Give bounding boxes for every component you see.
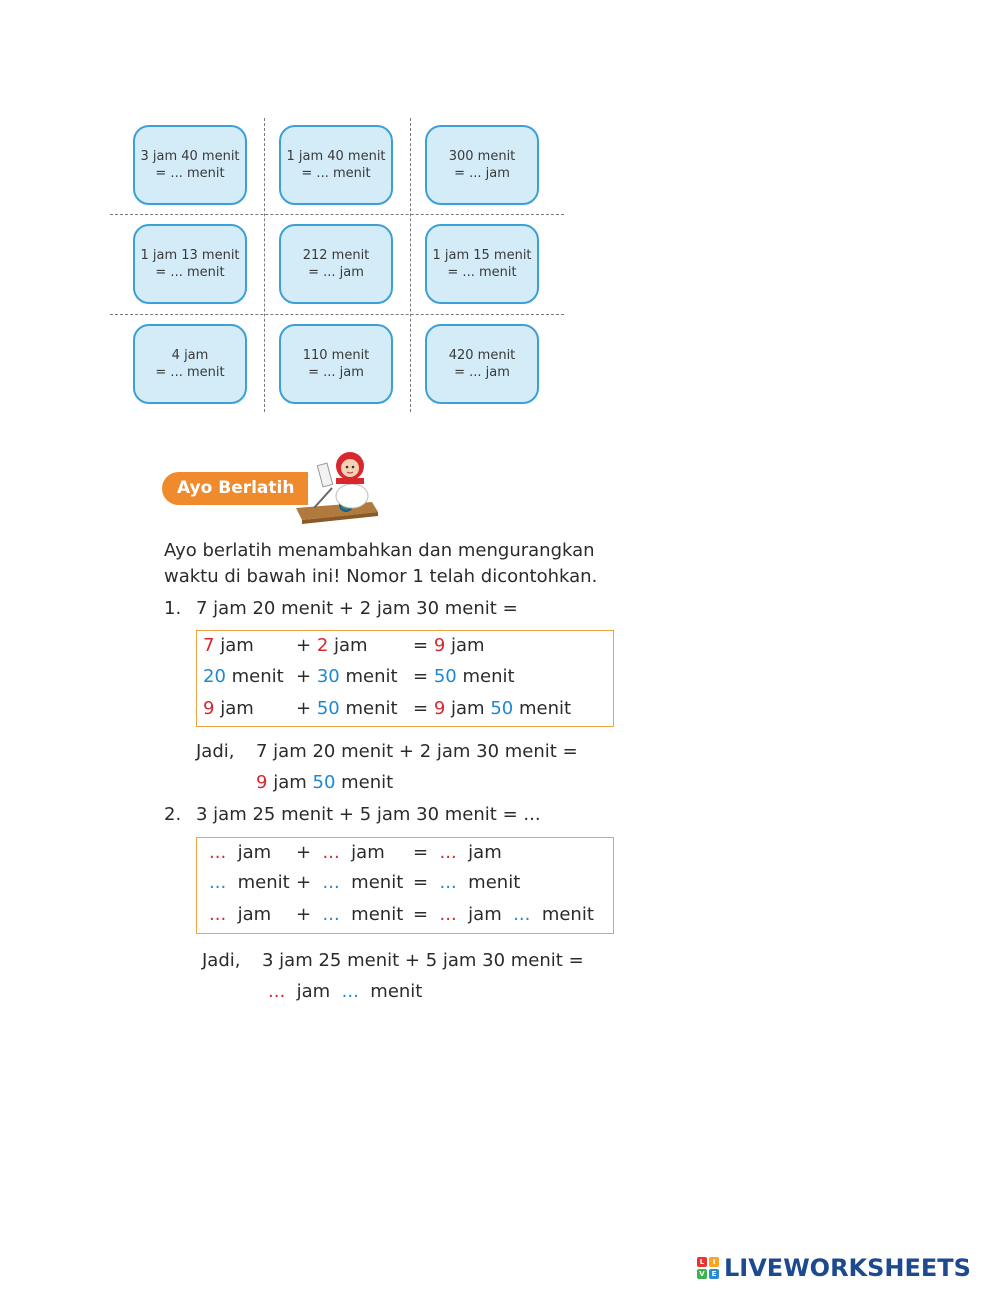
p2-row2-c: = ... menit bbox=[413, 872, 521, 893]
card-question: 1 jam 15 menit bbox=[432, 248, 532, 263]
card-question: 300 menit bbox=[448, 149, 516, 164]
liveworksheets-logo bbox=[697, 1254, 971, 1282]
card-answer-blank[interactable]: = ... menit bbox=[301, 166, 371, 181]
p2-row3-b: + ... menit bbox=[296, 904, 404, 925]
card-answer-blank[interactable]: = ... menit bbox=[447, 265, 517, 280]
card-question: 1 jam 40 menit bbox=[286, 149, 386, 164]
card-9 bbox=[425, 324, 539, 404]
card-5 bbox=[279, 224, 393, 304]
girl-studying-illustration bbox=[292, 448, 382, 524]
card-question: 4 jam bbox=[171, 348, 209, 363]
p2-row2-b: + ... menit bbox=[296, 872, 404, 893]
p2-blank[interactable]: ... bbox=[209, 872, 227, 893]
p2-answer: ... jam ... menit bbox=[268, 981, 423, 1002]
p2-jadi-label: Jadi, bbox=[202, 950, 241, 971]
p1-row2-a: 20 menit bbox=[203, 666, 284, 687]
brand-name: LIVEWORKSHEETS bbox=[724, 1254, 971, 1282]
p2-row1-b: + ... jam bbox=[296, 842, 385, 863]
p2-blank[interactable]: ... bbox=[439, 872, 457, 893]
card-7 bbox=[133, 324, 247, 404]
card-answer-blank[interactable]: = ... menit bbox=[155, 365, 225, 380]
card-answer-blank[interactable]: = ... jam bbox=[454, 365, 510, 380]
problem-2-text: 3 jam 25 menit + 5 jam 30 menit = ... bbox=[196, 804, 541, 825]
p1-row3-c: = 9 jam 50 menit bbox=[413, 698, 572, 719]
card-answer-blank[interactable]: = ... menit bbox=[155, 166, 225, 181]
card-answer-blank[interactable]: = ... jam bbox=[454, 166, 510, 181]
cut-line-vertical-1 bbox=[264, 118, 265, 412]
problem-2-number: 2. bbox=[164, 804, 182, 825]
p2-row3-c: = ... jam ... menit bbox=[413, 904, 594, 925]
p2-blank[interactable]: ... bbox=[322, 842, 340, 863]
card-question: 3 jam 40 menit bbox=[140, 149, 240, 164]
p1-row1-a: 7 jam bbox=[203, 635, 254, 656]
p2-blank[interactable]: ... bbox=[439, 842, 457, 863]
p1-answer: 9 jam 50 menit bbox=[256, 772, 394, 793]
p2-blank[interactable]: ... bbox=[268, 981, 286, 1002]
intro-line-2: waktu di bawah ini! Nomor 1 telah dicontohkan. bbox=[164, 566, 598, 587]
p1-row2-b: + 30 menit bbox=[296, 666, 398, 687]
card-answer-blank[interactable]: = ... jam bbox=[308, 265, 364, 280]
card-8 bbox=[279, 324, 393, 404]
logo-mark-icon: L I V E bbox=[697, 1257, 719, 1279]
card-4 bbox=[133, 224, 247, 304]
problem-1-number: 1. bbox=[164, 598, 182, 619]
p1-row1-b: + 2 jam bbox=[296, 635, 368, 656]
p2-jadi-text: 3 jam 25 menit + 5 jam 30 menit = bbox=[262, 950, 584, 971]
card-question: 110 menit bbox=[302, 348, 370, 363]
p2-blank[interactable]: ... bbox=[341, 981, 359, 1002]
card-answer-blank[interactable]: = ... jam bbox=[308, 365, 364, 380]
cut-line-horizontal-1 bbox=[110, 214, 564, 215]
p2-row3-a: ... jam bbox=[209, 904, 272, 925]
card-2 bbox=[279, 125, 393, 205]
p2-blank[interactable]: ... bbox=[209, 842, 227, 863]
p2-blank[interactable]: ... bbox=[439, 904, 457, 925]
p1-jadi-text: 7 jam 20 menit + 2 jam 30 menit = bbox=[256, 741, 578, 762]
p2-row1-c: = ... jam bbox=[413, 842, 502, 863]
p2-blank[interactable]: ... bbox=[322, 872, 340, 893]
card-question: 1 jam 13 menit bbox=[140, 248, 240, 263]
card-question: 420 menit bbox=[448, 348, 516, 363]
p1-row1-c: = 9 jam bbox=[413, 635, 485, 656]
p2-row2-a: ... menit bbox=[209, 872, 290, 893]
intro-line-1: Ayo berlatih menambahkan dan mengurangkan bbox=[164, 540, 595, 561]
problem-1-text: 7 jam 20 menit + 2 jam 30 menit = bbox=[196, 598, 518, 619]
p2-row1-a: ... jam bbox=[209, 842, 272, 863]
cut-line-horizontal-2 bbox=[110, 314, 564, 315]
p2-blank[interactable]: ... bbox=[322, 904, 340, 925]
card-6 bbox=[425, 224, 539, 304]
p1-row3-a: 9 jam bbox=[203, 698, 254, 719]
card-question: 212 menit bbox=[302, 248, 370, 263]
p2-blank[interactable]: ... bbox=[513, 904, 531, 925]
p1-row2-c: = 50 menit bbox=[413, 666, 515, 687]
card-answer-blank[interactable]: = ... menit bbox=[155, 265, 225, 280]
p1-row3-b: + 50 menit bbox=[296, 698, 398, 719]
cut-line-vertical-2 bbox=[410, 118, 411, 412]
p2-blank[interactable]: ... bbox=[209, 904, 227, 925]
section-title-badge: Ayo Berlatih bbox=[162, 472, 308, 505]
p1-jadi-label: Jadi, bbox=[196, 741, 235, 762]
card-1 bbox=[133, 125, 247, 205]
card-3 bbox=[425, 125, 539, 205]
